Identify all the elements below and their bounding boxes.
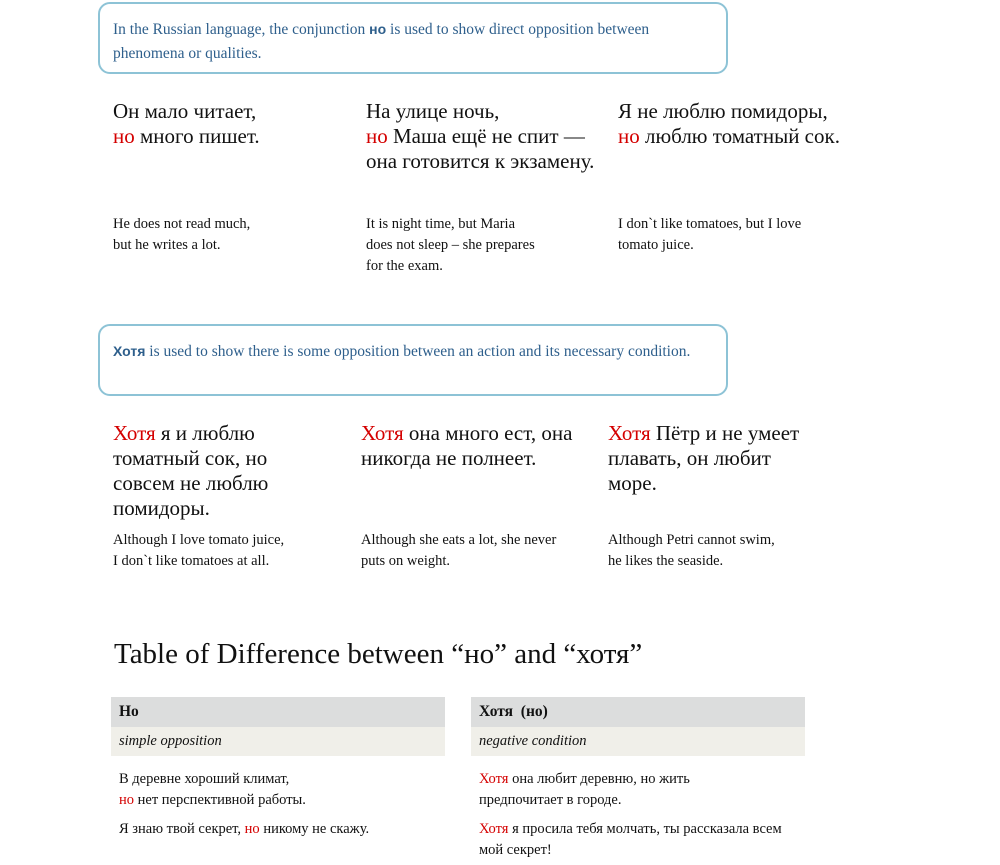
translation-khotya-3 [608,530,848,572]
table-row [111,769,349,811]
russian-sentence [113,421,318,521]
example-khotya-1 [113,421,318,521]
highlighted-conjunction: но [366,124,388,148]
text-segment: does not sleep – she prepares [366,237,535,253]
translation-no-2 [366,214,606,277]
highlighted-conjunction: Хотя [361,421,404,445]
example-no-1 [113,99,353,149]
column-header: Хотя (но) [471,697,805,727]
text-segment: I don`t like tomatoes, but I love [618,216,802,232]
russian-sentence [366,99,601,174]
text-segment: Я знаю твой секрет, [119,821,245,837]
example-khotya-2 [361,421,596,471]
column-subheader: simple opposition [111,727,445,756]
text-segment: Я не люблю помидоры, [618,99,828,123]
text-segment: Although Petri cannot swim, [608,532,775,548]
highlighted-conjunction: но [618,124,640,148]
russian-sentence [608,421,823,496]
text-segment: tomato juice. [618,237,694,253]
text-segment: Он мало читает, [113,99,257,123]
example-no-3 [618,99,848,149]
note-text: In the Russian language, the conjunction [113,21,370,38]
text-segment: она любит деревню, но жить предпочитает в городе. [479,771,690,808]
info-box-khotya [98,324,728,396]
translation-khotya-1 [113,530,353,572]
text-segment: много пишет. [134,124,260,148]
text-segment: На улице ночь, [366,99,500,123]
text-segment: Пётр и не умеет плавать, он любит море. [608,421,800,495]
text-segment: В деревне хороший климат, [119,771,290,787]
text-segment: He does not read much, [113,216,251,232]
table-row [471,769,729,811]
highlighted-conjunction: но [244,821,260,837]
text-segment: I don`t like tomatoes at all. [113,553,270,569]
highlighted-conjunction: Хотя [608,421,651,445]
russian-sentence [113,99,353,149]
text-segment: he likes the seaside. [608,553,724,569]
translation-khotya-2 [361,530,601,572]
text-segment: Although she eats a lot, she never [361,532,557,548]
table-column-no [111,697,445,840]
text-segment: нет перспективной работы. [134,792,306,808]
text-segment: but he writes a lot. [113,237,221,253]
text-segment: люблю томатный сок. [639,124,840,148]
note-text: is used to show direct opposition between phenomena or qualities. [113,21,650,62]
note-text: is used to show there is some opposition between an action and its necessary condition. [145,343,691,360]
info-box-no [98,2,728,74]
text-segment: for the exam. [366,258,443,274]
translation-no-1 [113,214,353,256]
highlighted-conjunction: Хотя [479,821,509,837]
column-header: Но [111,697,445,727]
column-subheader: negative condition [471,727,805,756]
text-segment: она много ест, она никогда не полнеет. [361,421,573,470]
translation-no-3 [618,214,848,256]
text-segment: puts on weight. [361,553,451,569]
example-no-2 [366,99,601,174]
text-segment: Although I love tomato juice, [113,532,285,548]
text-segment: никому не скажу. [259,821,370,837]
table-column-khotya [471,697,805,861]
text-segment: Маша ещё не спит — она готовится к экзамену. [366,124,595,173]
table-row [111,819,445,840]
highlighted-conjunction: но [113,124,135,148]
russian-sentence [361,421,596,471]
text-segment: я просила тебя молчать, ты рассказала всем мой секрет! [479,821,782,858]
note-keyword: но [369,21,387,37]
highlighted-conjunction: Хотя [479,771,509,787]
example-khotya-3 [608,421,823,496]
table-title: Table of Difference between “но” and “хотя” [114,638,643,670]
text-segment: я и люблю томатный сок, но совсем не люблю помидоры. [113,421,269,520]
table-row [471,819,789,861]
highlighted-conjunction: Хотя [113,421,156,445]
highlighted-conjunction: но [119,792,135,808]
text-segment: It is night time, but Maria [366,216,516,232]
russian-sentence [618,99,848,149]
note-keyword: Хотя [113,343,146,359]
